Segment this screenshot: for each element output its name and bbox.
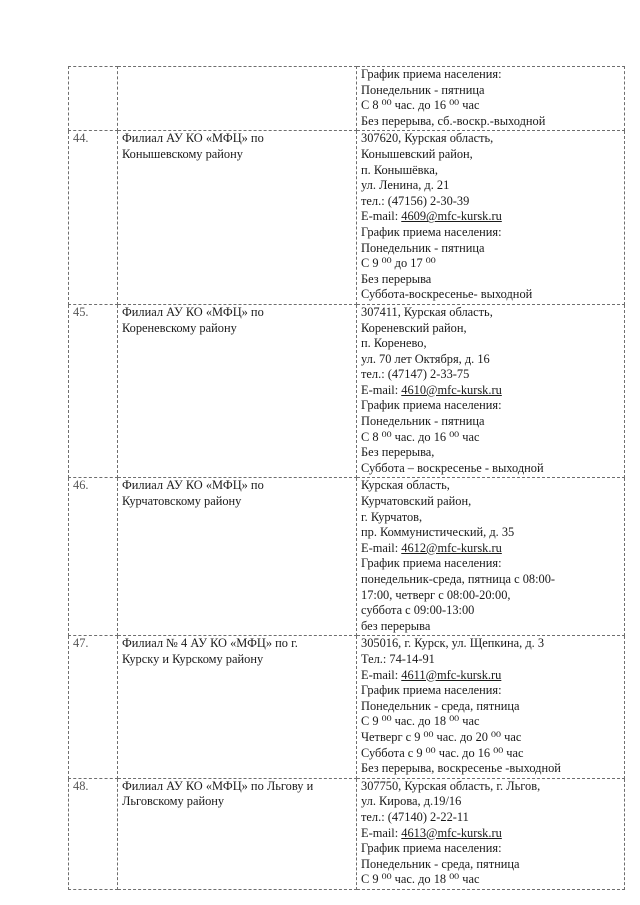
contact-info-line: Понедельник - среда, пятница (361, 856, 520, 871)
contact-info-line: 305016, г. Курск, ул. Щепкина, д. 3 (361, 636, 545, 651)
email-link[interactable]: 4609@mfc-kursk.ru (401, 209, 502, 224)
contact-info-line: Без перерыва, сб.-воскр.-выходной (361, 113, 546, 128)
contact-info-line: Без перерыва, (361, 445, 435, 460)
branch-name-line: Филиал АУ КО «МФЦ» по (122, 131, 264, 146)
contact-info-line: Четверг с 9 ⁰⁰ час. до 20 ⁰⁰ час (361, 729, 522, 744)
row-number: 46. (69, 478, 118, 636)
contact-info-cell (357, 304, 625, 478)
contact-info-line: Курчатовский район, (361, 494, 472, 509)
branch-name-cell (118, 478, 357, 636)
contact-info-line: 17:00, четверг с 08:00-20:00, (361, 587, 511, 602)
branch-name-line: Филиал АУ КО «МФЦ» по Льгову и (122, 778, 314, 793)
branch-name-line: Льговскому району (122, 794, 225, 809)
contact-info-line: Суббота – воскресенье - выходной (361, 460, 544, 475)
row-number (69, 67, 118, 131)
contact-info-line: Суббота с 9 ⁰⁰ час. до 16 ⁰⁰ час (361, 745, 524, 760)
branch-name-line: Кореневскому району (122, 320, 237, 335)
row-number: 48. (69, 778, 118, 889)
contact-info-line: суббота с 09:00-13:00 (361, 603, 475, 618)
table-row (69, 778, 625, 889)
email-link[interactable]: 4613@mfc-kursk.ru (401, 825, 502, 840)
contact-info-line: тел.: (47147) 2-33-75 (361, 367, 470, 382)
email-line: E-mail: 4611@mfc-kursk.ru (361, 667, 502, 682)
email-link[interactable]: 4611@mfc-kursk.ru (401, 667, 502, 682)
contact-info-line: С 8 ⁰⁰ час. до 16 ⁰⁰ час (361, 98, 480, 113)
branch-name-cell (118, 636, 357, 778)
contact-info-line: График приема населения: (361, 683, 502, 698)
contact-info-line: 307750, Курская область, г. Льгов, (361, 778, 541, 793)
contact-info-line: График приема населения: (361, 224, 502, 239)
contact-info-line: Конышевский район, (361, 146, 473, 161)
contact-info-line: пр. Коммунистический, д. 35 (361, 525, 515, 540)
table-body (69, 67, 625, 890)
contact-info-cell (357, 636, 625, 778)
contact-info-line: С 8 ⁰⁰ час. до 16 ⁰⁰ час (361, 429, 480, 444)
contact-info-line: Понедельник - пятница (361, 82, 485, 97)
email-line: E-mail: 4612@mfc-kursk.ru (361, 540, 502, 555)
contact-info-line: График приема населения: (361, 398, 502, 413)
contact-info-line: Понедельник - пятница (361, 240, 485, 255)
contact-info-line: С 9 ⁰⁰ до 17 ⁰⁰ (361, 256, 436, 271)
contact-info-line: Кореневский район, (361, 320, 467, 335)
branch-name-line: Курску и Курскому району (122, 651, 264, 666)
contact-info-line: Понедельник - пятница (361, 414, 485, 429)
contact-info-line: г. Курчатов, (361, 509, 423, 524)
contact-info-line: 307411, Курская область, (361, 304, 493, 319)
contact-info-line: ул. Кирова, д.19/16 (361, 794, 462, 809)
contact-info-line: Понедельник - среда, пятница (361, 698, 520, 713)
branch-name-line: Филиал № 4 АУ КО «МФЦ» по г. (122, 636, 298, 651)
table-row (69, 67, 625, 131)
contact-info-line: Без перерыва, воскресенье -выходной (361, 761, 561, 776)
contact-info-line: Курская область, (361, 478, 450, 493)
mfc-branches-table (68, 66, 625, 890)
branch-name-line: Курчатовскому району (122, 494, 242, 509)
contact-info-line: без перерыва (361, 618, 431, 633)
email-link[interactable]: 4612@mfc-kursk.ru (401, 540, 502, 555)
email-line: E-mail: 4609@mfc-kursk.ru (361, 209, 502, 224)
branch-name-cell (118, 131, 357, 305)
contact-info-line: понедельник-среда, пятница с 08:00- (361, 572, 556, 586)
branch-name-cell (118, 304, 357, 478)
contact-info-line: тел.: (47140) 2-22-11 (361, 809, 469, 824)
contact-info-line: График приема населения: (361, 841, 502, 856)
contact-info-line: Без перерыва (361, 271, 432, 286)
contact-info-line: График приема населения: (361, 67, 502, 81)
branch-name-cell (118, 67, 357, 131)
table-row (69, 131, 625, 305)
table-row (69, 478, 625, 636)
contact-info-line: ул. 70 лет Октября, д. 16 (361, 351, 490, 366)
contact-info-line: Суббота-воскресенье- выходной (361, 287, 533, 302)
contact-info-line: ул. Ленина, д. 21 (361, 178, 450, 193)
row-number: 44. (69, 131, 118, 305)
contact-info-cell (357, 478, 625, 636)
row-number: 47. (69, 636, 118, 778)
contact-info-line: С 9 ⁰⁰ час. до 18 ⁰⁰ час (361, 872, 480, 887)
contact-info-cell (357, 67, 625, 131)
contact-info-line: тел.: (47156) 2-30-39 (361, 193, 470, 208)
contact-info-cell (357, 778, 625, 889)
contact-info-line: График приема населения: (361, 556, 502, 571)
contact-info-line: 307620, Курская область, (361, 131, 494, 146)
email-link[interactable]: 4610@mfc-kursk.ru (401, 382, 502, 397)
contact-info-line: п. Коренево, (361, 336, 427, 351)
branch-name-line: Филиал АУ КО «МФЦ» по (122, 478, 264, 493)
table-row (69, 636, 625, 778)
branch-name-line: Филиал АУ КО «МФЦ» по (122, 304, 264, 319)
email-line: E-mail: 4610@mfc-kursk.ru (361, 382, 502, 397)
branch-name-cell (118, 778, 357, 889)
row-number: 45. (69, 304, 118, 478)
contact-info-line: п. Конышёвка, (361, 162, 438, 177)
contact-info-line: Тел.: 74-14-91 (361, 651, 435, 666)
contact-info-cell (357, 131, 625, 305)
table-row (69, 304, 625, 478)
contact-info-line: С 9 ⁰⁰ час. до 18 ⁰⁰ час (361, 714, 480, 729)
branch-name-line: Конышевскому району (122, 146, 243, 161)
email-line: E-mail: 4613@mfc-kursk.ru (361, 825, 502, 840)
